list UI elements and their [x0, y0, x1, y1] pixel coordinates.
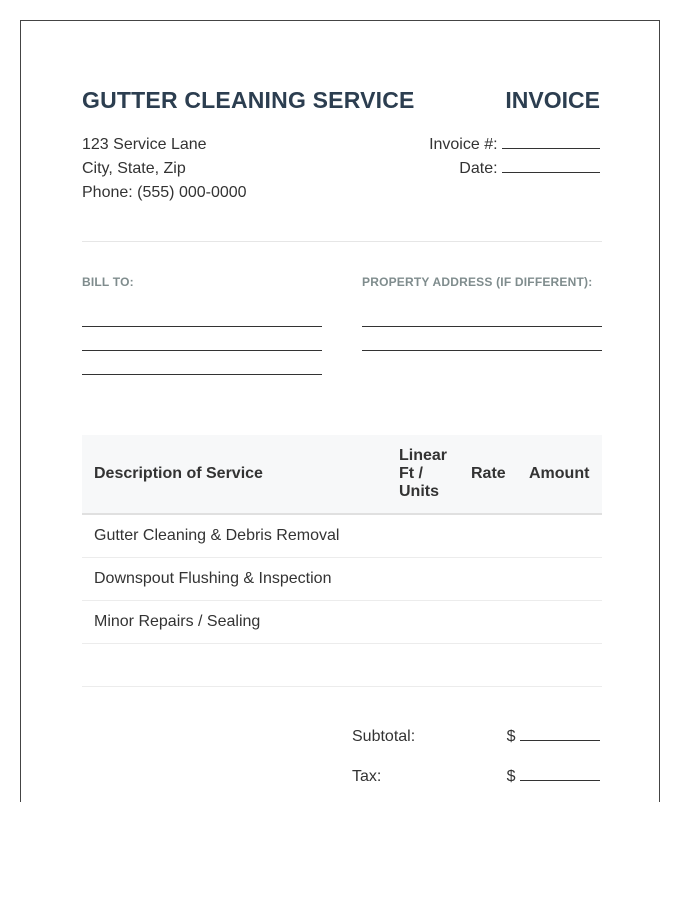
invoice-number-field[interactable] — [429, 136, 600, 154]
address-line-2: City, State, Zip — [82, 160, 186, 177]
services-table-header — [82, 435, 602, 515]
phone-number: Phone: (555) 000-0000 — [82, 184, 247, 201]
invoice-number-label: Invoice #: — [429, 136, 498, 153]
invoice-title: INVOICE — [505, 87, 600, 113]
table-row[interactable] — [82, 558, 602, 601]
company-name: GUTTER CLEANING SERVICE — [82, 87, 415, 113]
service-description: Minor Repairs / Sealing — [94, 613, 261, 630]
tax-blank[interactable] — [520, 768, 600, 781]
date-field[interactable] — [459, 160, 600, 178]
bill-to-line-1[interactable] — [82, 326, 322, 327]
invoice-number-blank[interactable] — [502, 136, 600, 149]
service-description: Downspout Flushing & Inspection — [94, 570, 332, 587]
table-row[interactable] — [82, 515, 602, 558]
currency-symbol: $ — [506, 728, 516, 745]
bill-to-line-2[interactable] — [82, 350, 322, 351]
bill-to-line-3[interactable] — [82, 374, 322, 375]
property-address-label: PROPERTY ADDRESS (IF DIFFERENT): — [362, 275, 593, 289]
header-description: Description of Service — [94, 465, 263, 482]
tax-label: Tax: — [352, 768, 382, 785]
header-linear-ft-units: Linear Ft / Units — [399, 447, 448, 500]
property-address-line-1[interactable] — [362, 326, 602, 327]
subtotal-field[interactable] — [507, 728, 600, 746]
subtotal-blank[interactable] — [520, 728, 600, 741]
date-blank[interactable] — [502, 160, 600, 173]
invoice-page — [20, 20, 660, 802]
date-label: Date: — [459, 160, 498, 177]
header-divider — [82, 241, 602, 242]
table-row[interactable] — [82, 601, 602, 644]
address-line-1: 123 Service Lane — [82, 136, 207, 153]
subtotal-label: Subtotal: — [352, 728, 416, 745]
table-row[interactable] — [82, 644, 602, 687]
bill-to-label: BILL TO: — [82, 275, 134, 289]
currency-symbol: $ — [506, 768, 516, 785]
property-address-line-2[interactable] — [362, 350, 602, 351]
header-rate: Rate — [471, 465, 506, 482]
service-description: Gutter Cleaning & Debris Removal — [94, 527, 340, 544]
header-amount: Amount — [529, 465, 590, 482]
tax-field[interactable] — [507, 768, 600, 786]
